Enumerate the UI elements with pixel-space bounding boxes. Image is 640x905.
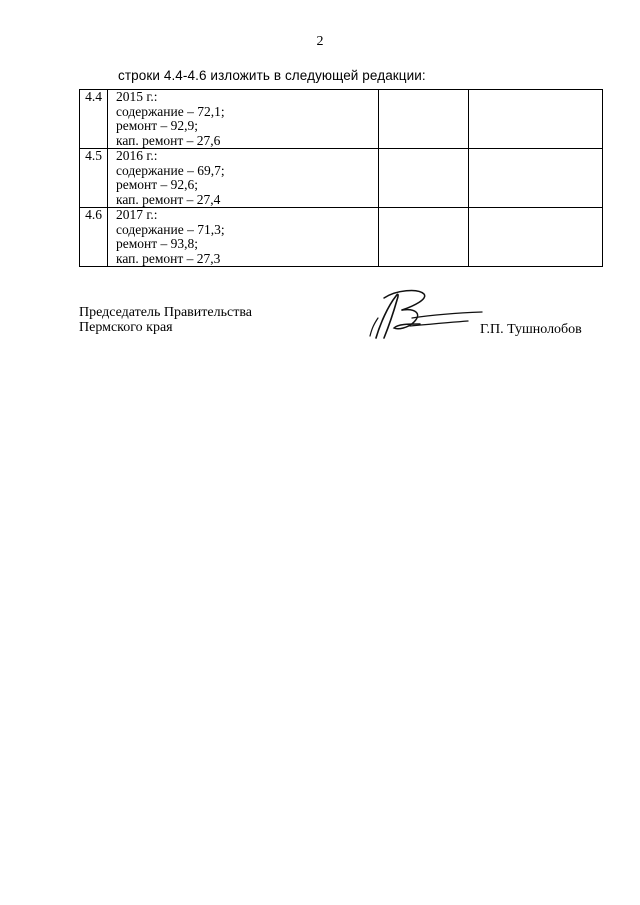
row-text — [108, 149, 379, 208]
row-line: 2015 г.: — [116, 89, 158, 104]
row-line: кап. ремонт – 27,3 — [116, 250, 221, 266]
row-line: содержание – 69,7; — [116, 162, 225, 178]
position-line: Пермского края — [79, 319, 173, 335]
row-line: 2017 г.: — [116, 207, 158, 222]
row-line: содержание – 71,3; — [116, 221, 225, 237]
row-line: 2016 г.: — [116, 148, 158, 163]
empty-cell — [379, 149, 469, 208]
row-line: ремонт – 92,9; — [116, 118, 199, 133]
signatory-position — [79, 306, 252, 335]
empty-cell — [379, 208, 469, 267]
row-number: 4.4 — [80, 90, 108, 149]
empty-cell — [469, 90, 603, 149]
table-row — [80, 149, 603, 208]
row-line: кап. ремонт – 27,6 — [116, 132, 221, 148]
empty-cell — [469, 149, 603, 208]
table-row — [80, 90, 603, 149]
row-line: ремонт – 92,6; — [116, 177, 199, 192]
page-number: 2 — [316, 34, 324, 49]
amendment-table — [79, 89, 603, 267]
empty-cell — [469, 208, 603, 267]
row-line: содержание – 72,1; — [116, 103, 225, 119]
signatory-name: Г.П. Тушнолобов — [480, 322, 582, 337]
handwritten-signature — [362, 288, 492, 344]
empty-cell — [379, 90, 469, 149]
row-text — [108, 208, 379, 267]
row-number: 4.5 — [80, 149, 108, 208]
row-number: 4.6 — [80, 208, 108, 267]
row-line: ремонт – 93,8; — [116, 236, 199, 251]
position-line: Председатель Правительства — [79, 305, 252, 320]
row-line: кап. ремонт – 27,4 — [116, 191, 221, 207]
table-row — [80, 208, 603, 267]
row-text — [108, 90, 379, 149]
intro-text: строки 4.4-4.6 изложить в следующей редакции: — [118, 68, 426, 83]
